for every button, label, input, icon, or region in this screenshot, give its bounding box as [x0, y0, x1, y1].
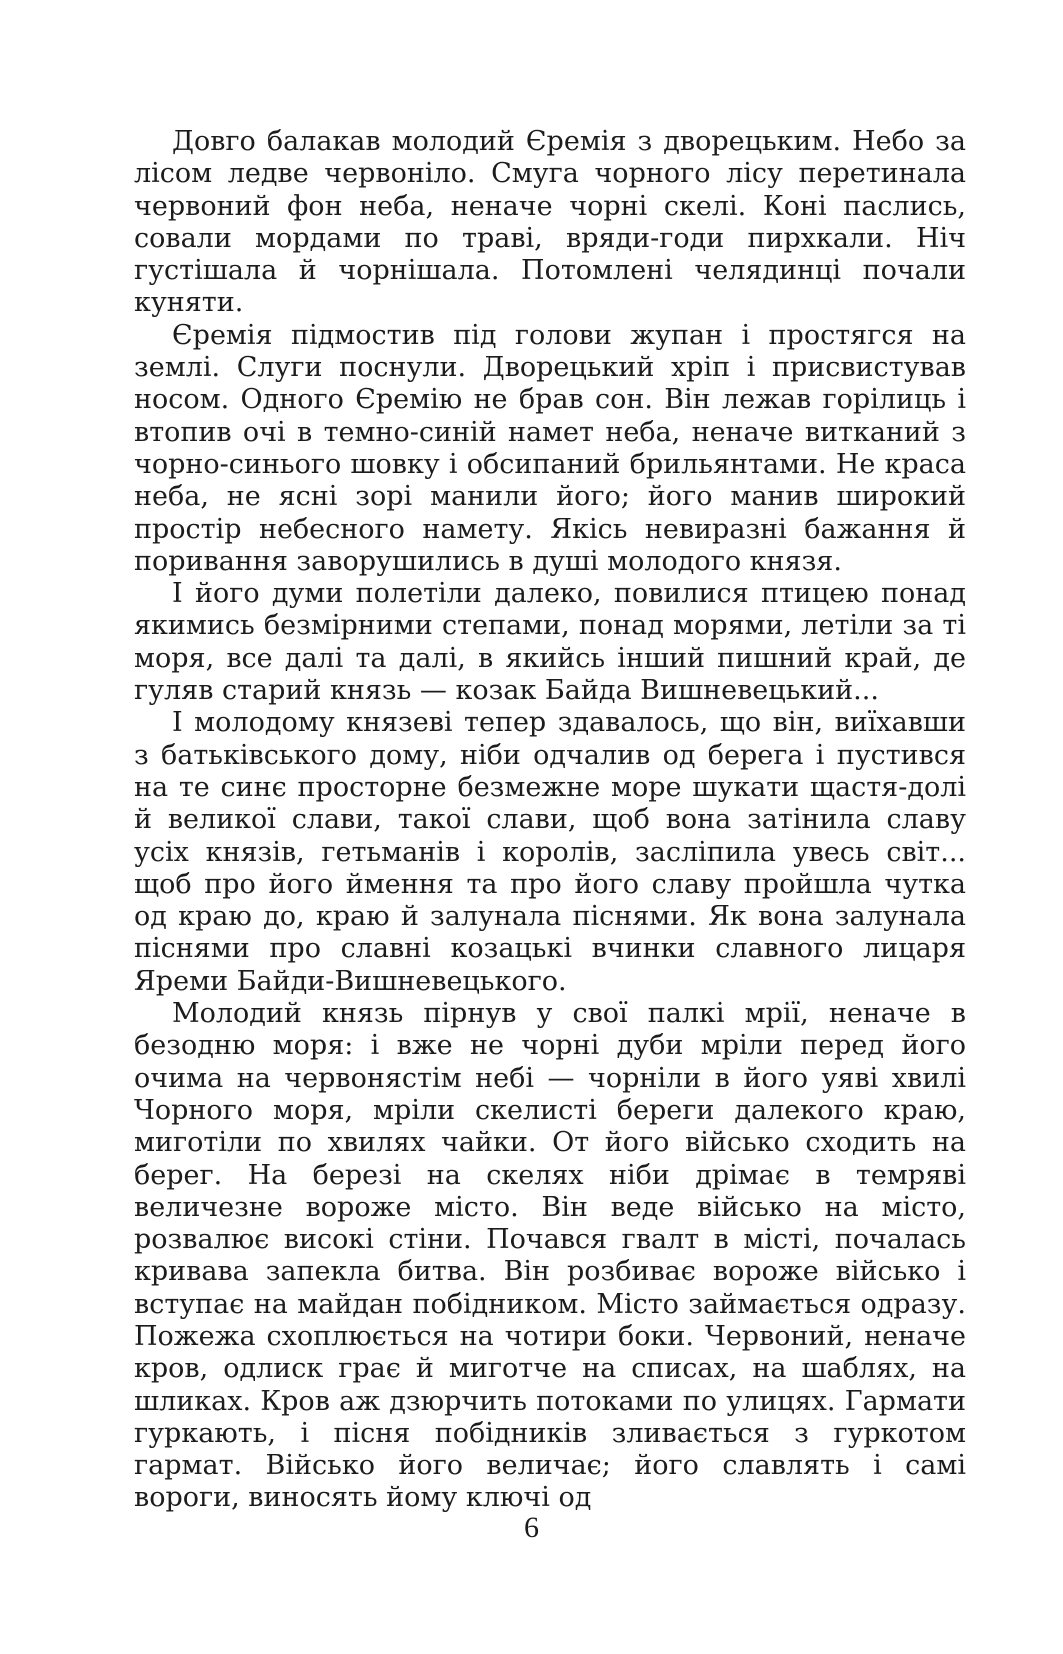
page-number: 6 — [524, 1511, 539, 1544]
paragraph-4: І молодому князеві тепер здавалось, що він, виїхавши з батьківського дому, ніби одчалив од берега і пустився на те синє просторне безмежне море шукати щастя-долі й великої слави, такої слави, щоб вона затінила славу усіх князів, гетьманів і королів, засліпила увесь світ... щоб про його ймення та про його славу пройшла чутка од краю до, краю й залунала піснями. Як вона залунала піснями про славні козацькі вчинки славного лицаря Яреми Байди-Вишневецького. — [134, 707, 966, 997]
paragraph-2: Єремія підмостив під голови жупан і простягся на землі. Слуги поснули. Дворецький хріп і присвистував носом. Одного Єремію не брав сон. Він лежав горілиць і втопив очі в темно-синій намет неба, неначе витканий з чорно-синього шовку і обсипаний брильянтами. Не краса неба, не ясні зорі манили його; його манив широкий простір небесного намету. Якісь невиразні бажання й поривання заворушились в душі молодого князя. — [134, 319, 966, 577]
paragraph-3: І його думи полетіли далеко, повилися птицею понад якимись безмірними степами, понад морями, летіли за ті моря, все далі та далі, в якийсь інший пишний край, де гуляв старий князь — козак Байда Вишневецький... — [134, 578, 966, 707]
paragraph-1: Довго балакав молодий Єремія з дворецьким. Небо за лісом ледве червоніло. Смуга чорного лісу перетинала червоний фон неба, неначе чорні скелі. Коні паслись, совали мордами по траві, вряди-годи пирхкали. Ніч густішала й чорнішала. Потомлені челядинці почали куняти. — [134, 126, 966, 319]
body-text — [134, 126, 966, 1515]
paragraph-5: Молодий князь пірнув у свої палкі мрії, неначе в безодню моря: і вже не чорні дуби мріли перед його очима на червонястім небі — чорніли в його уяві хвилі Чорного моря, мріли скелисті береги далекого краю, миготіли по хвилях чайки. От його військо сходить на берег. На березі на скелях ніби дрімає в темряві величезне вороже місто. Він веде військо на місто, розвалює високі стіни. Почався гвалт в місті, почалась кривава запекла битва. Він розбиває вороже військо і вступає на майдан побідником. Місто займається одразу. Пожежа схоплюється на чотири боки. Червоний, неначе кров, одлиск грає й миготче на списах, на шаблях, на шликах. Кров аж дзюрчить потоками по улицях. Гармати гуркають, і пісня побідників зливається з гуркотом гармат. Військо його величає; його славлять і самі вороги, виносять йому ключі од — [134, 998, 966, 1514]
